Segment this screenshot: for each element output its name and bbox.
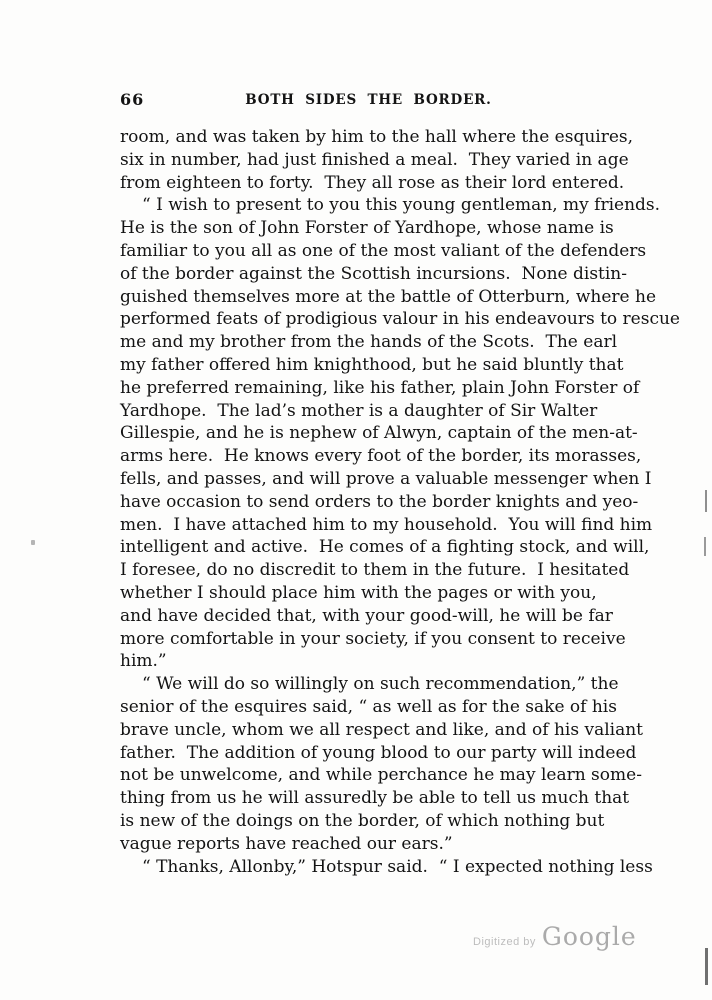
scan-artifact-edge-fleck	[705, 948, 708, 985]
text-line: is new of the doings on the border, of which nothing but	[120, 810, 605, 831]
text-line: he preferred remaining, like his father, plain John Forster of	[120, 377, 640, 398]
text-line: I foresee, do no discredit to them in the future. I hesitated	[120, 560, 630, 581]
text-line: “ I wish to present to you this young gentleman, my friends.	[142, 195, 661, 216]
text-line: from eighteen to forty. They all rose as their lord entered.	[120, 172, 625, 193]
text-line: “ We will do so willingly on such recommendation,” the	[142, 674, 619, 695]
text-line: “ Thanks, Allonby,” Hotspur said. “ I expected nothing less	[142, 856, 653, 877]
text-line: him.”	[120, 651, 167, 672]
text-line: Yardhope. The lad’s mother is a daughter of Sir Walter	[120, 400, 598, 421]
text-line: me and my brother from the hands of the Scots. The earl	[120, 332, 618, 353]
text-line: whether I should place him with the pages or with you,	[120, 582, 597, 603]
text-line: performed feats of prodigious valour in his endeavours to rescue	[120, 309, 680, 330]
text-line: men. I have attached him to my household. You will find him	[120, 514, 653, 535]
text-line: guished themselves more at the battle of Otterburn, where he	[120, 286, 656, 307]
text-line: familiar to you all as one of the most valiant of the defenders	[120, 240, 647, 261]
text-line: more comfortable in your society, if you consent to receive	[120, 628, 626, 649]
google-logo: Google	[541, 922, 637, 951]
text-line: have occasion to send orders to the border knights and yeo-	[120, 491, 639, 512]
text-line: not be unwelcome, and while perchance he may learn some-	[120, 765, 642, 786]
text-line: my father offered him knighthood, but he said bluntly that	[120, 354, 624, 375]
page-number: 66	[120, 90, 145, 109]
digitized-by-watermark	[473, 922, 637, 951]
text-line: brave uncle, whom we all respect and like, and of his valiant	[120, 719, 643, 740]
text-line: six in number, had just finished a meal. They varied in age	[120, 149, 629, 170]
text-line: senior of the esquires said, “ as well as for the sake of his	[120, 696, 617, 717]
page-header	[120, 90, 593, 110]
scan-artifact-right-dash-2	[704, 537, 706, 556]
text-line: room, and was taken by him to the hall where the esquires,	[120, 127, 634, 147]
digitized-by-label: Digitized by	[473, 936, 536, 948]
text-line: He is the son of John Forster of Yardhope, whose name is	[120, 218, 614, 239]
scan-artifact-right-dash-1	[705, 490, 707, 512]
text-line: and have decided that, with your good-will, he will be far	[120, 605, 613, 626]
body-text	[120, 126, 680, 878]
text-line: thing from us he will assuredly be able to tell us much that	[120, 788, 630, 809]
text-line: fells, and passes, and will prove a valuable messenger when I	[120, 468, 652, 489]
scan-artifact-left-speck	[31, 540, 35, 545]
text-line: arms here. He knows every foot of the border, its morasses,	[120, 446, 642, 467]
text-line: father. The addition of young blood to our party will indeed	[120, 742, 637, 763]
running-title: BOTH SIDES THE BORDER.	[245, 92, 492, 108]
text-line: of the border against the Scottish incursions. None distin-	[120, 263, 628, 284]
text-line: Gillespie, and he is nephew of Alwyn, captain of the men-at-	[120, 423, 638, 444]
text-line: vague reports have reached our ears.”	[120, 833, 453, 854]
text-line: intelligent and active. He comes of a fighting stock, and will,	[120, 537, 650, 558]
